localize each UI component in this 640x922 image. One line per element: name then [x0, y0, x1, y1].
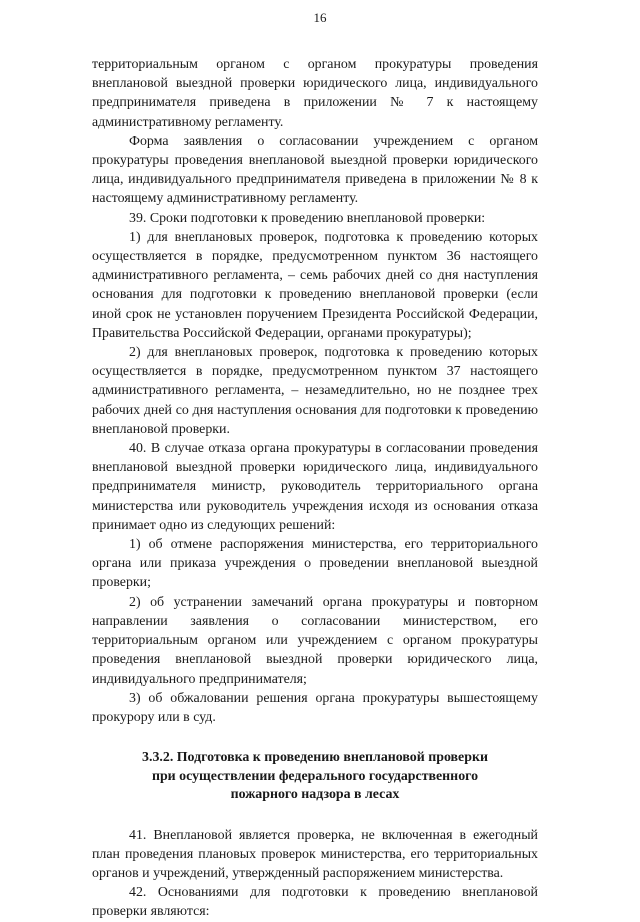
- paragraph: 1) для внеплановых проверок, подготовка к проведению которых осуществляется в порядке, предусмотренном пунктом 36 настоящего административного регламента, – семь рабочих дней со дня наступления основания для подготовки к проведению внеплановой проверки (если иной срок не установлен поручением Президента Российской Федерации, Правительства Российской Федерации, органами прокуратуры);: [92, 229, 538, 341]
- heading-line: при осуществлении федерального государственного: [151, 768, 479, 784]
- section-heading: [92, 749, 538, 805]
- paragraph: 1) об отмене распоряжения министерства, его территориального органа или приказа учреждения о проведении внеплановой выездной проверки;: [92, 537, 538, 591]
- heading-line: пожарного надзора в лесах: [230, 787, 400, 803]
- page-number: 16: [313, 10, 327, 25]
- section-before-heading: [92, 55, 538, 727]
- section-after-heading: [92, 826, 538, 922]
- paragraph: Форма заявления о согласовании учреждением с органом прокуратуры проведения внеплановой выездной проверки юридического лица, индивидуального предпринимателя приведена в приложении № 8 к настоящему административному регламенту.: [92, 133, 538, 207]
- paragraph: территориальным органом с органом прокуратуры проведения внеплановой выездной проверки юридического лица, индивидуального предпринимателя приведена в приложении № 7 к настоящему административному регламенту.: [92, 57, 538, 130]
- paragraph: 2) об устранении замечаний органа прокуратуры и повторном направлении заявления о согласовании министерством, его территориальным органом или учреждением с органом прокуратуры проведения внеплановой выездной проверки юридического лица, индивидуального предпринимателя;: [92, 594, 538, 687]
- paragraph: 3) об обжаловании решения органа прокуратуры вышестоящему прокурору или в суд.: [92, 690, 538, 725]
- paragraph: 41. Внеплановой является проверка, не включенная в ежегодный план проведения плановых проверок министерства, его территориальных органов и учреждений, утвержденный распоряжением министерства.: [92, 827, 538, 882]
- paragraph: 42. Основаниями для подготовки к проведению внеплановой проверки являются:: [92, 885, 538, 920]
- heading-line: 3.3.2. Подготовка к проведению внеплановой проверки: [142, 750, 488, 766]
- paragraph: 39. Сроки подготовки к проведению внеплановой проверки:: [129, 210, 486, 226]
- document-body: [92, 55, 538, 922]
- paragraph: 40. В случае отказа органа прокуратуры в согласовании проведения внеплановой выездной проверки юридического лица, индивидуального предпринимателя министр, руководитель территориального органа министерства или руководитель учреждения исходя из основания отказа принимает одно из следующих решений:: [92, 441, 538, 533]
- paragraph: 2) для внеплановых проверок, подготовка к проведению которых осуществляется в порядке, предусмотренном пунктом 37 настоящего административного регламента, – незамедлительно, но не позднее трех рабочих дней со дня наступления основания для подготовки к проведению внеплановой проверки.: [92, 345, 538, 437]
